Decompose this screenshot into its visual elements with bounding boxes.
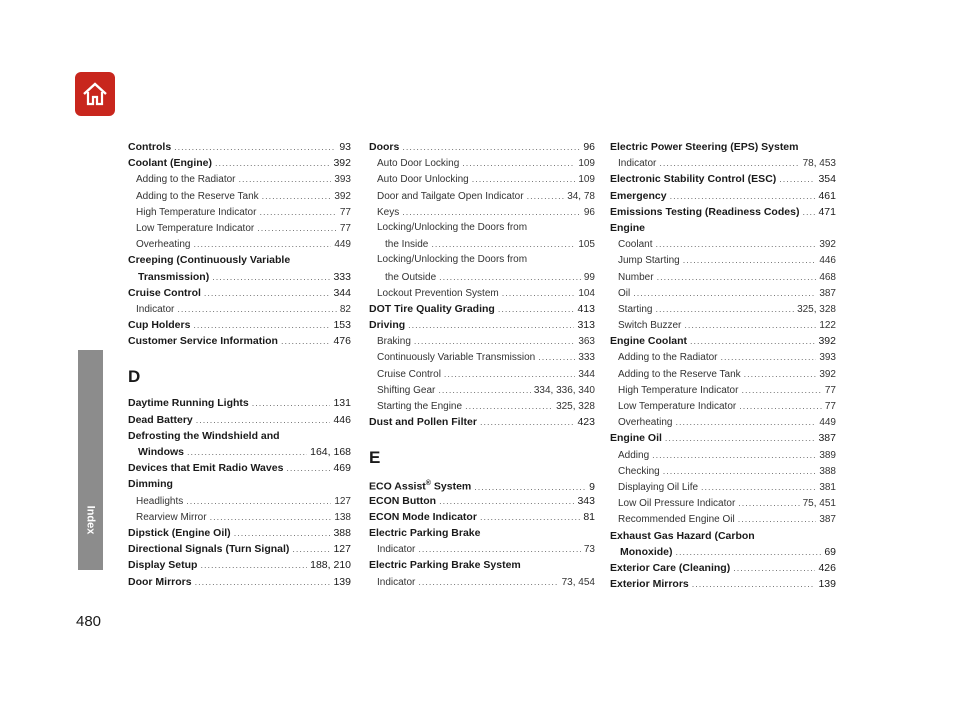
index-subentry[interactable]: High Temperature Indicator ..... 77	[610, 382, 836, 398]
index-heading: Dimming	[128, 478, 173, 491]
index-subentry[interactable]: Low Oil Pressure Indicator ..... 75, 451	[610, 495, 836, 511]
section-letter: D	[128, 367, 141, 387]
index-entry[interactable]: Customer Service Information ..... 476	[128, 333, 351, 349]
index-entry[interactable]: Monoxide) ..... 69	[610, 544, 836, 560]
index-entry[interactable]: ECON Button ..... 343	[369, 493, 595, 509]
home-icon	[81, 80, 109, 108]
index-entry[interactable]: Electronic Stability Control (ESC) ..... 354	[610, 171, 836, 187]
index-column-1	[128, 139, 351, 590]
index-subentry[interactable]: the Outside ..... 99	[369, 269, 595, 285]
index-entry[interactable]: Dead Battery ..... 446	[128, 412, 351, 428]
index-subheading: Locking/Unlocking the Doors from	[377, 254, 528, 266]
index-subentry[interactable]: Indicator ..... 73	[369, 541, 595, 557]
index-subentry[interactable]: Braking ..... 363	[369, 333, 595, 349]
index-subentry[interactable]: Auto Door Unlocking ..... 109	[369, 171, 595, 187]
index-entry[interactable]: Daytime Running Lights ..... 131	[128, 395, 351, 411]
index-subentry[interactable]: Low Temperature Indicator ..... 77	[128, 220, 351, 236]
index-heading: Exhaust Gas Hazard (Carbon	[610, 529, 755, 542]
index-column-3	[610, 139, 836, 592]
index-subentry[interactable]: Checking ..... 388	[610, 463, 836, 479]
index-subentry[interactable]: the Inside ..... 105	[369, 236, 595, 252]
index-entry[interactable]: Devices that Emit Radio Waves ..... 469	[128, 460, 351, 476]
index-subentry[interactable]: Lockout Prevention System ..... 104	[369, 285, 595, 301]
index-entry[interactable]: Transmission) ..... 333	[128, 269, 351, 285]
index-heading: Creeping (Continuously Variable	[128, 254, 291, 267]
index-subentry[interactable]: Cruise Control ..... 344	[369, 366, 595, 382]
index-entry[interactable]: Engine Oil ..... 387	[610, 430, 836, 446]
index-entry[interactable]: Directional Signals (Turn Signal) ..... 127	[128, 541, 351, 557]
index-subentry[interactable]: Indicator ..... 73, 454	[369, 574, 595, 590]
index-subentry[interactable]: Overheating ..... 449	[128, 236, 351, 252]
index-entry[interactable]: ECON Mode Indicator ..... 81	[369, 509, 595, 525]
index-heading: Defrosting the Windshield and	[128, 429, 280, 442]
index-entry[interactable]: Dust and Pollen Filter ..... 423	[369, 414, 595, 430]
index-subentry[interactable]: Adding to the Radiator ..... 393	[128, 171, 351, 187]
index-entry[interactable]: Doors ..... 96	[369, 139, 595, 155]
index-heading: Electric Parking Brake System	[369, 559, 521, 572]
index-subentry[interactable]: Keys ..... 96	[369, 204, 595, 220]
index-side-label: Index	[84, 505, 97, 535]
index-entry[interactable]: Emissions Testing (Readiness Codes) ..... 471	[610, 204, 836, 220]
index-subheading: Locking/Unlocking the Doors from	[377, 221, 528, 233]
index-entry[interactable]: Coolant (Engine) ..... 392	[128, 155, 351, 171]
index-heading: Electric Parking Brake	[369, 526, 481, 539]
index-subentry[interactable]: Door and Tailgate Open Indicator ..... 34, 78	[369, 188, 595, 204]
index-subentry[interactable]: Rearview Mirror ..... 138	[128, 509, 351, 525]
index-heading: Electric Power Steering (EPS) System	[610, 141, 799, 153]
index-heading: Engine	[610, 221, 646, 234]
index-subentry[interactable]: Coolant ..... 392	[610, 236, 836, 252]
index-subentry[interactable]: Number ..... 468	[610, 269, 836, 285]
index-subentry[interactable]: Adding to the Reserve Tank ..... 392	[610, 366, 836, 382]
index-entry[interactable]: Controls ..... 93	[128, 139, 351, 155]
index-subentry[interactable]: Low Temperature Indicator ..... 77	[610, 398, 836, 414]
index-subentry[interactable]: Starting ..... 325, 328	[610, 301, 836, 317]
index-subentry[interactable]: Headlights ..... 127	[128, 493, 351, 509]
index-subentry[interactable]: Auto Door Locking ..... 109	[369, 155, 595, 171]
index-subentry[interactable]: Indicator ..... 78, 453	[610, 155, 836, 171]
index-side-label-box	[78, 500, 103, 540]
index-subentry[interactable]: Oil ..... 387	[610, 285, 836, 301]
index-subentry[interactable]: Adding ..... 389	[610, 447, 836, 463]
index-subentry[interactable]: Starting the Engine ..... 325, 328	[369, 398, 595, 414]
index-column-2	[369, 139, 595, 590]
index-entry[interactable]: DOT Tire Quality Grading ..... 413	[369, 301, 595, 317]
index-entry[interactable]: Door Mirrors ..... 139	[128, 574, 351, 590]
index-subentry[interactable]: Shifting Gear ..... 334, 336, 340	[369, 382, 595, 398]
section-letter: E	[369, 448, 381, 468]
home-button[interactable]	[75, 72, 115, 116]
index-subentry[interactable]: Indicator ..... 82	[128, 301, 351, 317]
index-subentry[interactable]: Adding to the Reserve Tank ..... 392	[128, 188, 351, 204]
index-entry[interactable]: Display Setup ..... 188, 210	[128, 557, 351, 573]
index-entry[interactable]: Dipstick (Engine Oil) ..... 388	[128, 525, 351, 541]
index-subentry[interactable]: Switch Buzzer ..... 122	[610, 317, 836, 333]
index-entry[interactable]: Emergency ..... 461	[610, 188, 836, 204]
index-subentry[interactable]: Recommended Engine Oil ..... 387	[610, 511, 836, 527]
index-entry[interactable]: Exterior Mirrors ..... 139	[610, 576, 836, 592]
index-subentry[interactable]: Overheating ..... 449	[610, 414, 836, 430]
index-subentry[interactable]: High Temperature Indicator ..... 77	[128, 204, 351, 220]
page-number: 480	[76, 613, 102, 630]
index-entry[interactable]: Driving ..... 313	[369, 317, 595, 333]
index-entry[interactable]: Cruise Control ..... 344	[128, 285, 351, 301]
index-entry[interactable]: Windows ..... 164, 168	[128, 444, 351, 460]
index-entry[interactable]: ECO Assist® System ..... 9	[369, 476, 595, 492]
index-entry[interactable]: Exterior Care (Cleaning) ..... 426	[610, 560, 836, 576]
index-entry[interactable]: Engine Coolant ..... 392	[610, 333, 836, 349]
index-subentry[interactable]: Displaying Oil Life ..... 381	[610, 479, 836, 495]
index-entry[interactable]: Cup Holders ..... 153	[128, 317, 351, 333]
index-subentry[interactable]: Jump Starting ..... 446	[610, 252, 836, 268]
index-subentry[interactable]: Continuously Variable Transmission ..... 333	[369, 349, 595, 365]
index-subentry[interactable]: Adding to the Radiator ..... 393	[610, 349, 836, 365]
